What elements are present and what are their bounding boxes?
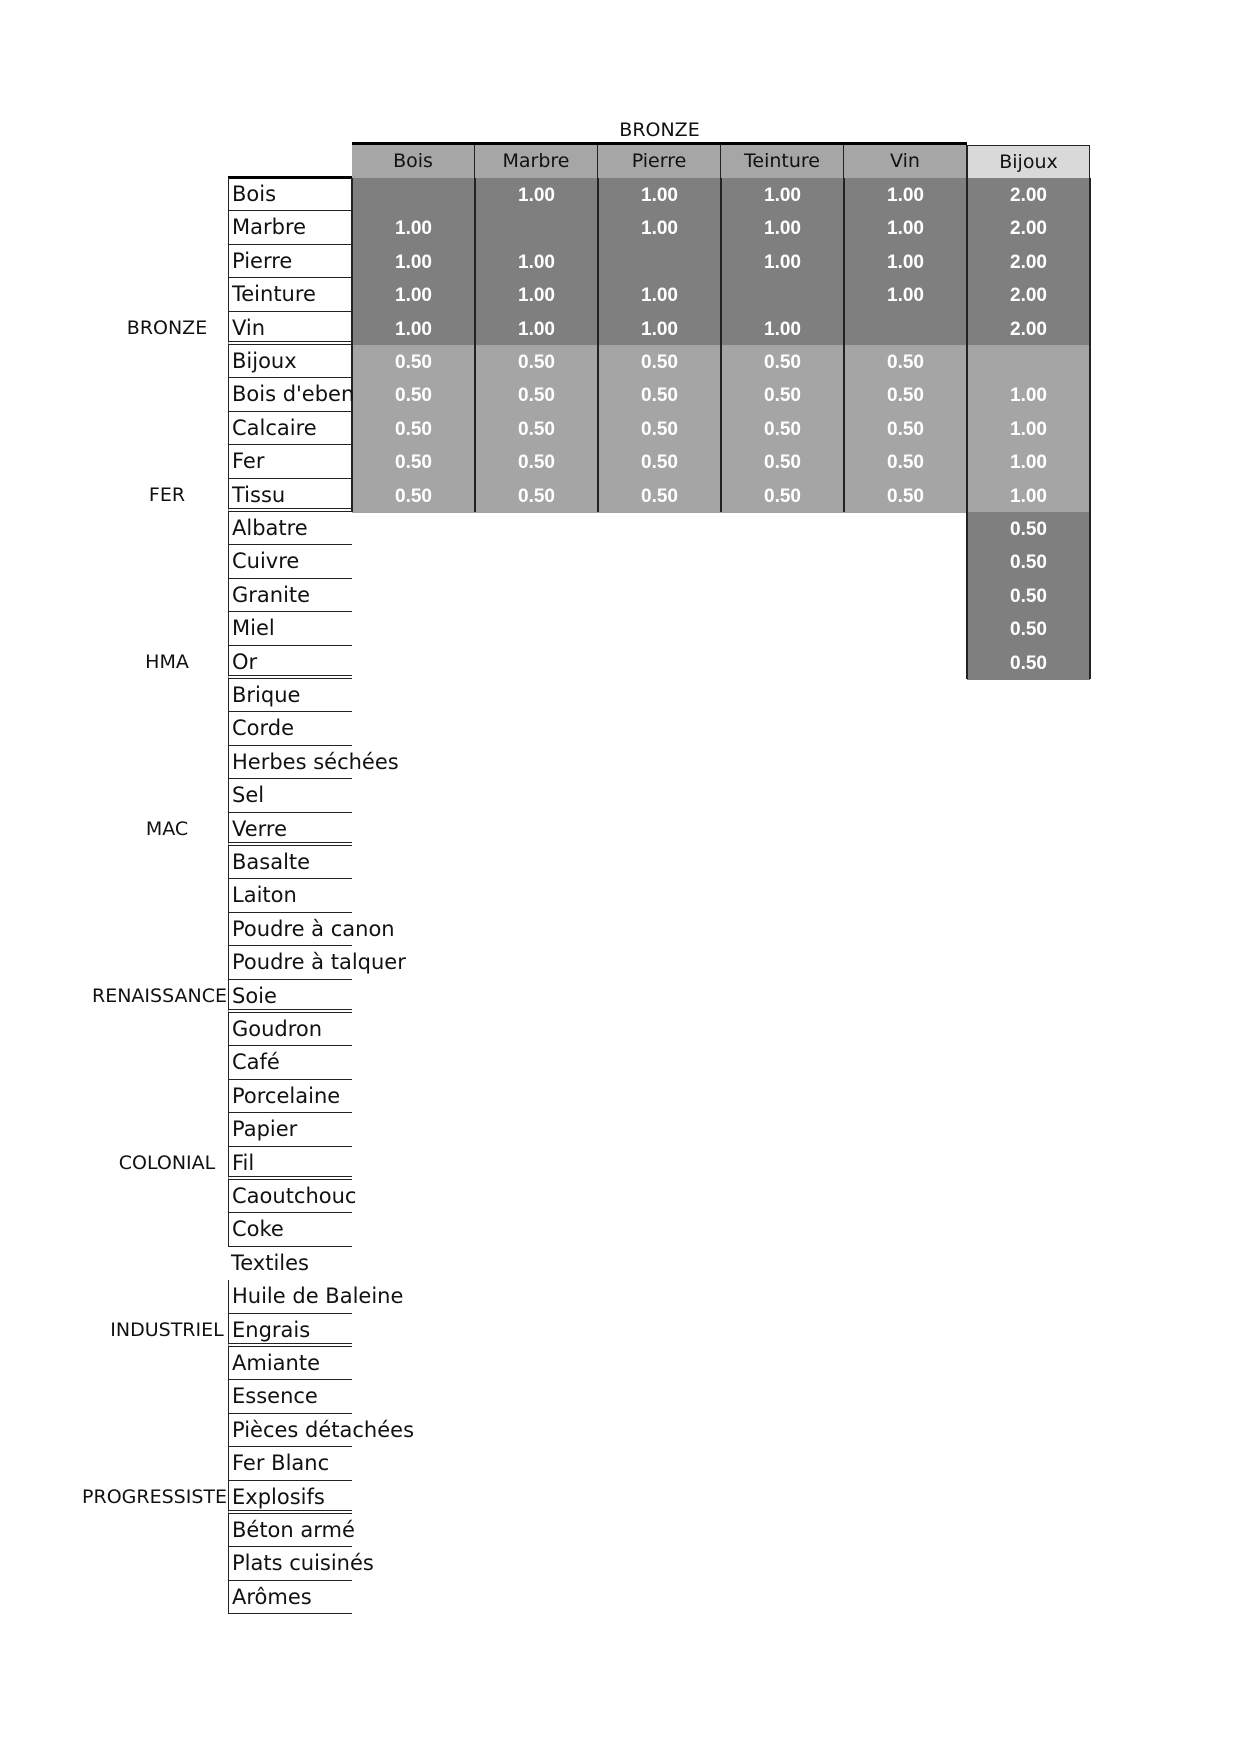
value-cell: 0.50 (352, 479, 475, 513)
column-divider (843, 178, 845, 512)
column-divider (966, 178, 968, 679)
row-label: Brique (228, 679, 352, 712)
value-cell: 0.50 (598, 378, 721, 412)
row-label: Goudron (228, 1013, 352, 1046)
row-label: Herbes séchées (228, 746, 352, 779)
value-cell: 1.00 (967, 378, 1090, 412)
era-label: MAC (145, 817, 189, 840)
row-label: Sel (228, 779, 352, 812)
row-label: Albatre (228, 512, 352, 545)
value-cell: 0.50 (844, 345, 967, 379)
row-label: Poudre à canon (228, 913, 352, 946)
era-label: FER (148, 483, 186, 506)
value-cell: 0.50 (598, 479, 721, 513)
value-cell: 2.00 (967, 211, 1090, 245)
value-cell: 0.50 (475, 378, 598, 412)
column-divider (597, 178, 599, 512)
row-label: Corde (228, 712, 352, 745)
row-label: Pièces détachées (228, 1414, 352, 1447)
value-cell: 1.00 (721, 211, 844, 245)
value-cell: 0.50 (967, 545, 1090, 579)
column-header: Marbre (475, 145, 598, 178)
value-cell: 1.00 (721, 245, 844, 279)
row-label: Bijoux (228, 345, 352, 378)
column-divider (966, 145, 968, 178)
row-label: Béton armé (228, 1514, 352, 1547)
row-label: Engrais (228, 1314, 352, 1347)
row-label: Cuivre (228, 545, 352, 578)
row-label: Textiles (231, 1250, 310, 1275)
value-cell (352, 178, 475, 212)
column-header: Bijoux (967, 145, 1090, 178)
column-header: Vin (844, 145, 967, 178)
row-label: Bois d'eben (228, 378, 352, 411)
value-cell: 0.50 (721, 345, 844, 379)
row-label: Granite (228, 579, 352, 612)
value-cell: 1.00 (967, 445, 1090, 479)
table-title: BRONZE (619, 119, 700, 141)
value-cell: 1.00 (967, 412, 1090, 446)
value-cell: 0.50 (721, 378, 844, 412)
row-label: Papier (228, 1113, 352, 1146)
value-cell: 0.50 (352, 412, 475, 446)
row-label: Pierre (228, 245, 352, 278)
era-label: INDUSTRIEL (110, 1318, 224, 1341)
value-cell: 0.50 (721, 479, 844, 513)
column-divider (474, 178, 476, 512)
row-label: Tissu (228, 479, 352, 512)
value-cell: 0.50 (475, 412, 598, 446)
row-label: Coke (228, 1213, 352, 1246)
value-cell: 0.50 (844, 445, 967, 479)
row-label: Miel (228, 612, 352, 645)
row-label: Plats cuisinés (228, 1547, 352, 1580)
row-label: Essence (228, 1380, 352, 1413)
value-cell: 0.50 (844, 378, 967, 412)
row-label: Fer (228, 445, 352, 478)
value-cell: 0.50 (967, 579, 1090, 613)
value-cell: 1.00 (844, 278, 967, 312)
value-cell: 0.50 (721, 412, 844, 446)
value-cell (598, 245, 721, 279)
row-label: Vin (228, 312, 352, 345)
column-header: Teinture (721, 145, 844, 178)
value-cell: 1.00 (598, 211, 721, 245)
row-label: Marbre (228, 211, 352, 244)
row-label: Or (228, 646, 352, 679)
value-cell: 1.00 (352, 312, 475, 346)
value-cell: 1.00 (844, 211, 967, 245)
value-cell: 1.00 (352, 245, 475, 279)
row-label: Amiante (228, 1347, 352, 1380)
value-cell: 0.50 (352, 445, 475, 479)
value-cell: 0.50 (352, 345, 475, 379)
era-label: COLONIAL (118, 1151, 216, 1174)
value-cell: 1.00 (844, 245, 967, 279)
value-cell: 1.00 (721, 178, 844, 212)
row-label: Calcaire (228, 412, 352, 445)
value-cell: 1.00 (598, 312, 721, 346)
value-cell (721, 278, 844, 312)
row-label: Laiton (228, 879, 352, 912)
value-cell (844, 312, 967, 346)
value-cell: 0.50 (598, 412, 721, 446)
column-divider (1089, 178, 1091, 679)
value-cell (967, 345, 1090, 379)
row-label: Basalte (228, 846, 352, 879)
value-cell: 1.00 (475, 245, 598, 279)
row-label: Poudre à talquer (228, 946, 352, 979)
value-cell: 2.00 (967, 312, 1090, 346)
value-cell: 1.00 (352, 211, 475, 245)
value-cell: 0.50 (352, 378, 475, 412)
row-label: Caoutchouc (228, 1180, 352, 1213)
value-cell: 2.00 (967, 178, 1090, 212)
value-cell: 2.00 (967, 278, 1090, 312)
era-label: BRONZE (126, 316, 208, 339)
row-label: Fer Blanc (228, 1447, 352, 1480)
value-cell: 0.50 (967, 512, 1090, 546)
column-divider (720, 178, 722, 512)
value-cell: 0.50 (475, 445, 598, 479)
era-label: PROGRESSISTE (82, 1485, 227, 1508)
value-cell: 0.50 (844, 479, 967, 513)
row-label: Huile de Baleine (228, 1280, 352, 1313)
value-cell (475, 211, 598, 245)
value-cell: 1.00 (475, 278, 598, 312)
value-cell: 0.50 (598, 445, 721, 479)
row-label: Fil (228, 1147, 352, 1180)
column-header: Pierre (598, 145, 721, 178)
row-label: Bois (228, 178, 352, 211)
value-cell: 0.50 (598, 345, 721, 379)
era-label: RENAISSANCE (92, 984, 227, 1007)
value-cell: 0.50 (721, 445, 844, 479)
column-header: Bois (352, 145, 475, 178)
value-cell: 0.50 (967, 612, 1090, 646)
value-cell: 1.00 (352, 278, 475, 312)
row-label: Soie (228, 980, 352, 1013)
value-cell: 0.50 (967, 646, 1090, 680)
row-label: Café (228, 1046, 352, 1079)
row-label: Explosifs (228, 1481, 352, 1514)
row-label: Teinture (228, 278, 352, 311)
era-label: HMA (145, 650, 189, 673)
value-cell: 2.00 (967, 245, 1090, 279)
value-cell: 1.00 (598, 278, 721, 312)
value-cell: 0.50 (475, 345, 598, 379)
row-label: Verre (228, 813, 352, 846)
value-cell: 1.00 (844, 178, 967, 212)
value-cell: 1.00 (598, 178, 721, 212)
value-cell: 0.50 (475, 479, 598, 513)
value-cell: 1.00 (721, 312, 844, 346)
value-cell: 1.00 (475, 178, 598, 212)
row-label: Arômes (228, 1581, 352, 1614)
value-cell: 1.00 (967, 479, 1090, 513)
value-cell: 1.00 (475, 312, 598, 346)
value-cell: 0.50 (844, 412, 967, 446)
row-label: Porcelaine (228, 1080, 352, 1113)
